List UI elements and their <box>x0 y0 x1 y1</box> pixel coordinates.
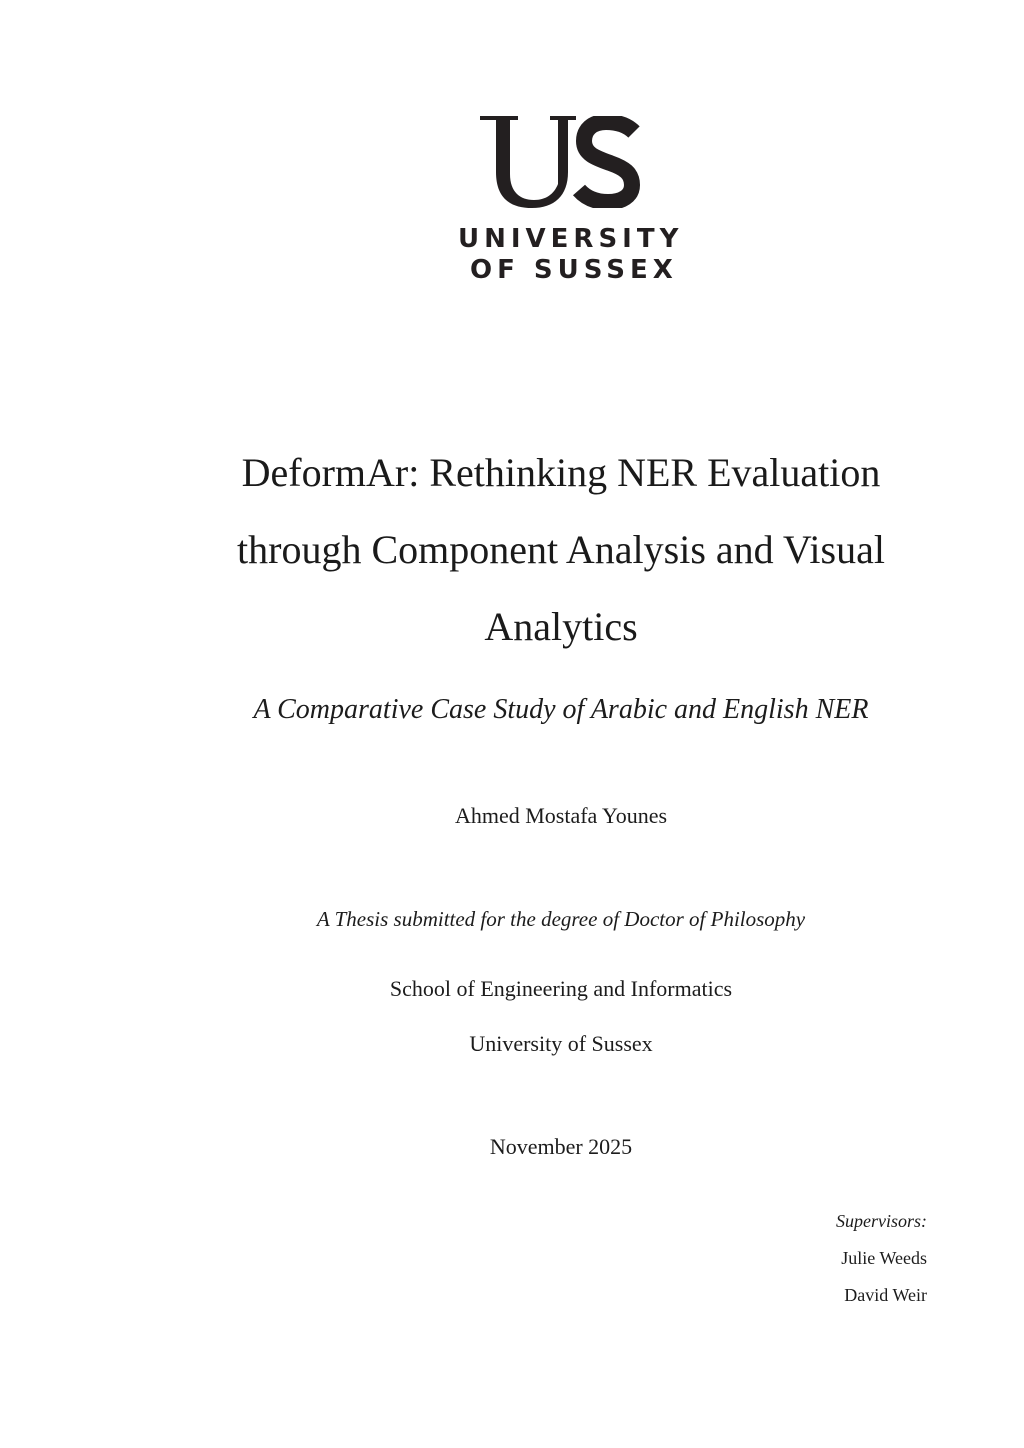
supervisors-block <box>836 1203 927 1314</box>
thesis-title <box>131 434 991 665</box>
supervisor-name: Julie Weeds <box>841 1248 927 1268</box>
degree-statement: A Thesis submitted for the degree of Doctor of Philosophy <box>316 907 806 931</box>
title-line-3: Analytics <box>484 604 638 649</box>
author-name: Ahmed Mostafa Younes <box>454 803 668 828</box>
thesis-subtitle: A Comparative Case Study of Arabic and English NER <box>253 694 869 725</box>
title-line-1: DeformAr: Rethinking NER Evaluation <box>241 450 881 495</box>
wordmark-line-of-sussex: OF SUSSEX <box>470 255 678 285</box>
university-name: University of Sussex <box>469 1031 653 1056</box>
us-monogram-icon <box>480 116 640 208</box>
university-wordmark <box>430 224 690 286</box>
supervisor-name: David Weir <box>844 1285 927 1305</box>
submission-date: November 2025 <box>489 1134 633 1159</box>
title-line-2: through Component Analysis and Visual <box>237 527 885 572</box>
wordmark-line-university: UNIVERSITY <box>458 224 684 254</box>
university-logo <box>430 116 690 286</box>
supervisors-label: Supervisors: <box>836 1211 927 1231</box>
school-name: School of Engineering and Informatics <box>389 976 733 1001</box>
